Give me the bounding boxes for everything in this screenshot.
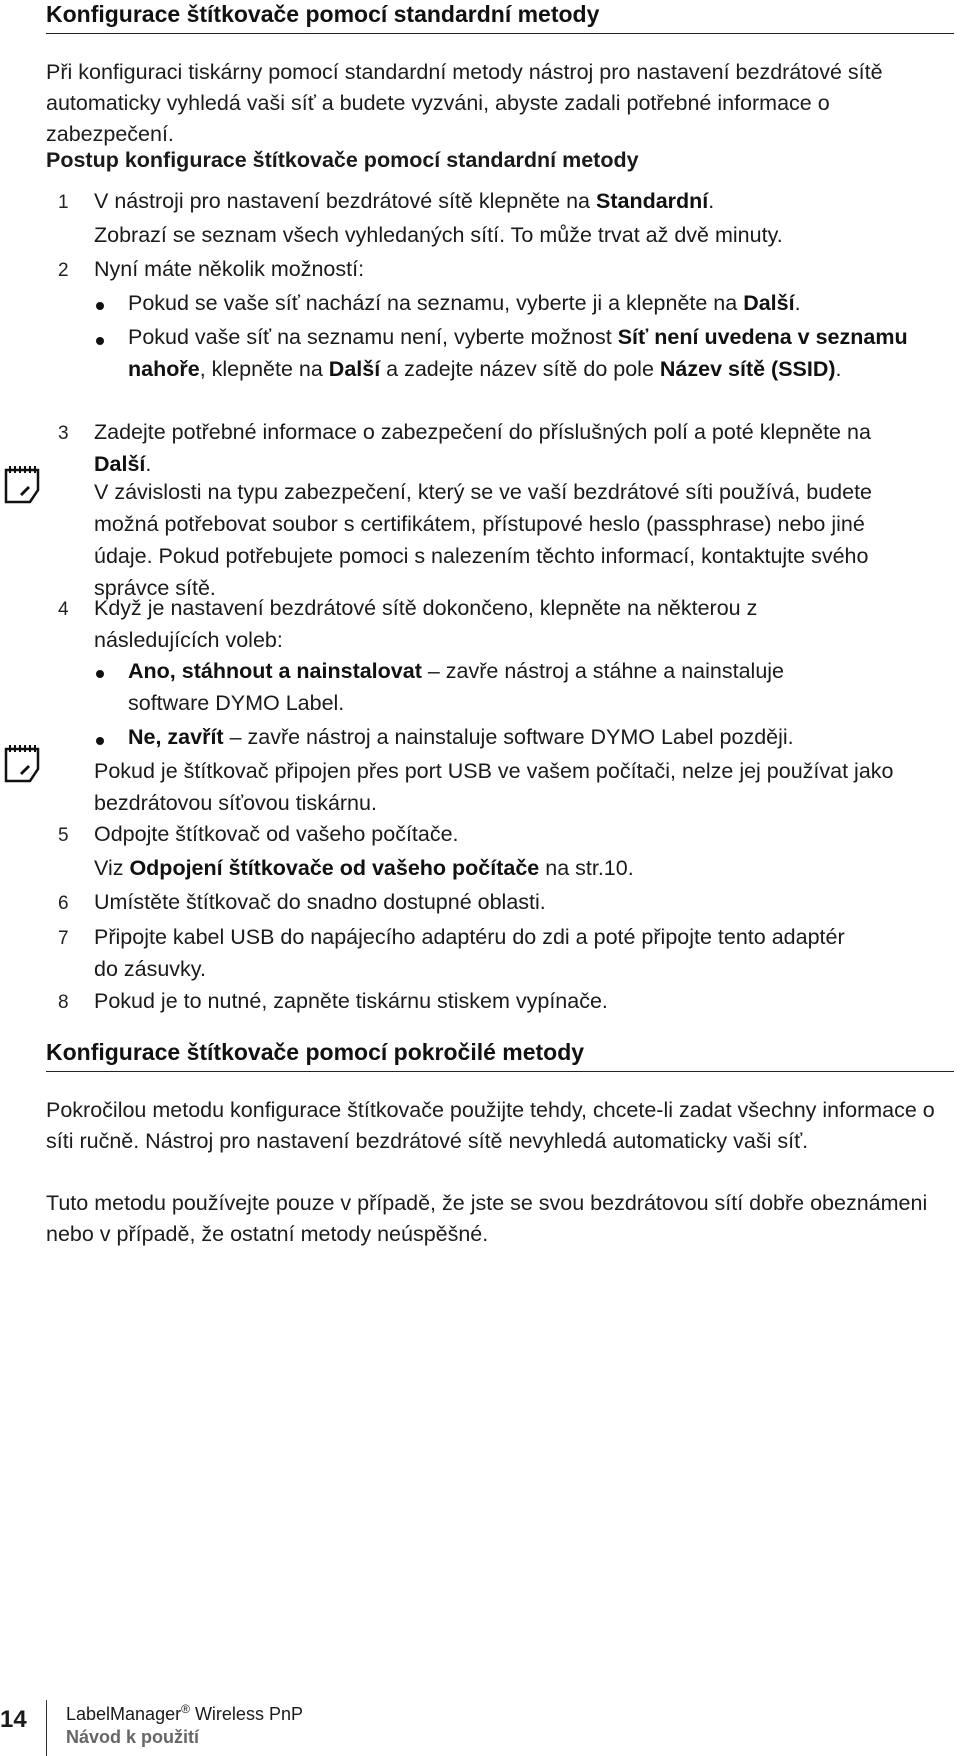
advanced-paragraph-1: Pokročilou metodu konfigurace štítkovače použijte tehdy, chcete-li zadat všechny informace o síti ručně. Nástroj pro nastavení bezdrátové sítě nevyhledá automaticky vaši síť. [46, 1098, 935, 1153]
step-2-text: Nyní máte několik možností: [94, 257, 365, 281]
step-2-bullet-2: Pokud vaše síť na seznamu není, vyberte možnost Síť není uvedena v seznamu nahoře, klepněte na Další a zadejte název sítě do pole Název sítě (SSID). [128, 325, 908, 381]
step-number: 6 [58, 893, 69, 914]
step-number: 4 [58, 599, 69, 620]
page-number: 14 [0, 1706, 27, 1733]
step-1-detail: Zobrazí se seznam všech vyhledaných sítí. To může trvat až dvě minuty. [94, 223, 783, 247]
step-6-text: Umístěte štítkovač do snadno dostupné oblasti. [94, 890, 546, 914]
step-number: 8 [58, 992, 69, 1013]
note-icon [2, 743, 42, 787]
section-title-advanced: Konfigurace štítkovače pomocí pokročilé metody [46, 1038, 954, 1072]
step-5-detail: Viz Odpojení štítkovače od vašeho počítače na str.10. [94, 856, 634, 880]
step-4-bullet-1: Ano, stáhnout a nainstalovat – zavře nástroj a stáhne a nainstaluje software DYMO Label. [128, 659, 785, 715]
intro-paragraph: Při konfiguraci tiskárny pomocí standardní metody nástroj pro nastavení bezdrátové sítě automaticky vyhledá vaši síť a budete vyzváni, abyste zadali potřebné informace o zabezpečení. [46, 60, 883, 146]
advanced-paragraph-2: Tuto metodu používejte pouze v případě, že jste se svou bezdrátovou sítí dobře obeznámeni nebo v případě, že ostatní metody neúspěšné. [46, 1191, 928, 1246]
step-3-note: V závislosti na typu zabezpečení, který se ve vaší bezdrátové síti používá, budete možná potřebovat soubor s certifikátem, přístupové heslo (passphrase) nebo jiné údaje. Pokud potřebujete pomoci s nalezením těchto informací, kontaktujte svého správce sítě. [94, 480, 873, 600]
step-3-text: Zadejte potřebné informace o zabezpečení do příslušných polí a poté klepněte na Další. [94, 420, 871, 476]
bullet-dot [96, 737, 104, 745]
step-number: 1 [58, 192, 69, 213]
section-title-standard: Konfigurace štítkovače pomocí standardní metody [46, 0, 954, 34]
bullet-dot [96, 302, 104, 310]
step-4-text: Když je nastavení bezdrátové sítě dokončeno, klepněte na některou z následujících voleb: [94, 596, 758, 652]
step-number: 7 [58, 928, 69, 949]
step-4-bullet-2: Ne, zavřít – zavře nástroj a nainstaluje software DYMO Label později. [128, 725, 794, 749]
step-2-bullet-1: Pokud se vaše síť nachází na seznamu, vyberte ji a klepněte na Další. [128, 291, 801, 315]
step-number: 2 [58, 260, 69, 281]
procedure-heading: Postup konfigurace štítkovače pomocí standardní metody [46, 148, 639, 172]
bullet-dot [96, 337, 104, 345]
step-4-note: Pokud je štítkovač připojen přes port USB ve vašem počítači, nelze jej používat jako bezdrátovou síťovou tiskárnu. [94, 759, 894, 815]
step-number: 3 [58, 423, 69, 444]
step-8-text: Pokud je to nutné, zapněte tiskárnu stiskem vypínače. [94, 989, 608, 1013]
step-1-text: V nástroji pro nastavení bezdrátové sítě klepněte na Standardní. [94, 189, 715, 213]
step-5-text: Odpojte štítkovač od vašeho počítače. [94, 822, 459, 846]
footer-product-name: LabelManager® Wireless PnP [66, 1702, 303, 1724]
footer-divider [46, 1700, 47, 1756]
note-icon [2, 464, 42, 508]
footer-subtitle: Návod k použití [66, 1727, 200, 1747]
bullet-dot [96, 670, 104, 678]
step-7-text: Připojte kabel USB do napájecího adaptéru do zdi a poté připojte tento adaptér do zásuvky. [94, 925, 845, 981]
step-number: 5 [58, 825, 69, 846]
